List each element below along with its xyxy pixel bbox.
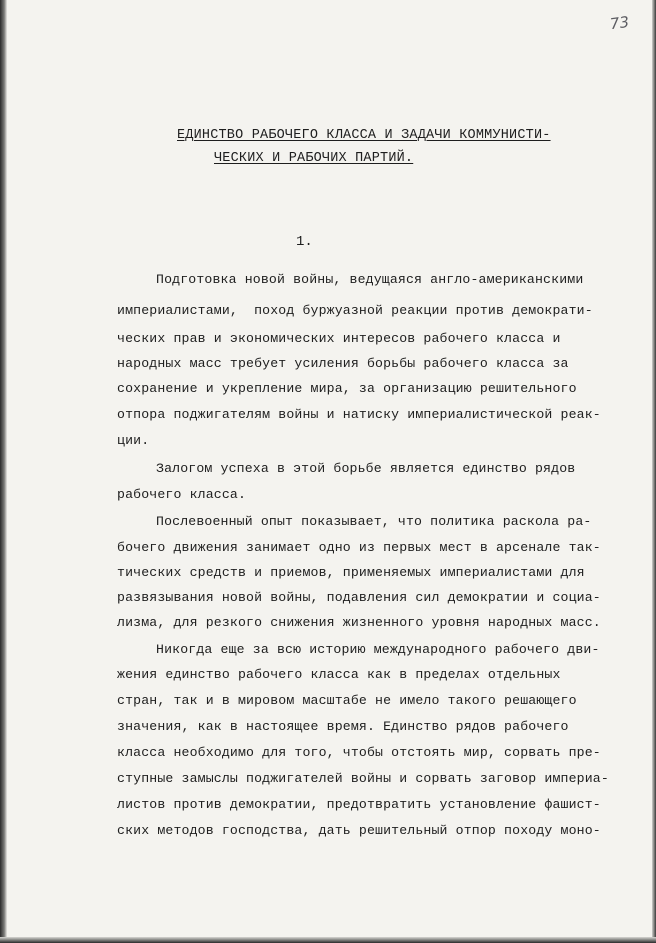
title-line-1: ЕДИНСТВО РАБОЧЕГО КЛАССА И ЗАДАЧИ КОММУНИСТИ- [177, 128, 551, 143]
section-number: 1. [296, 234, 313, 250]
body-line: ческих прав и экономических интересов рабочего класса и [117, 331, 561, 346]
page-number: 73 [608, 12, 631, 34]
body-line: значения, как в настоящее время. Единство рядов рабочего [117, 719, 569, 734]
body-line: листов против демократии, предотвратить установление фашист- [117, 797, 601, 812]
body-line: развязывания новой войны, подавления сил демократии и социа- [117, 590, 601, 605]
body-line: стран, так и в мировом масштабе не имело такого решающего [117, 693, 577, 708]
body-line: народных масс требует усиления борьбы рабочего класса за [117, 356, 569, 371]
body-line: сохранение и укрепление мира, за организацию решительного [117, 381, 577, 396]
body-line: Залогом успеха в этой борьбе является единство рядов [156, 461, 576, 476]
title-line-2: ЧЕСКИХ И РАБОЧИХ ПАРТИЙ. [214, 151, 414, 166]
body-line: ции. [117, 433, 150, 448]
body-line: отпора поджигателям войны и натиску империалистической реак- [117, 407, 601, 422]
body-line: лизма, для резкого снижения жизненного уровня народных масс. [117, 615, 601, 630]
scan-edge-bottom [0, 937, 656, 943]
body-line: Послевоенный опыт показывает, что политика раскола ра- [156, 514, 592, 529]
body-line: бочего движения занимает одно из первых мест в арсенале так- [117, 540, 601, 555]
body-line: Подготовка новой войны, ведущаяся англо-американскими [156, 272, 584, 287]
body-line: жения единство рабочего класса как в пределах отдельных [117, 667, 561, 682]
body-line: класса необходимо для того, чтобы отстоять мир, сорвать пре- [117, 745, 601, 760]
scan-edge-right [652, 0, 656, 943]
body-line: ступные замыслы поджигателей войны и сорвать заговор империа- [117, 771, 609, 786]
body-line: Никогда еще за всю историю международного рабочего дви- [156, 642, 600, 657]
body-line: ских методов господства, дать решительный отпор походу моно- [117, 823, 601, 838]
scan-edge-left [0, 0, 7, 943]
body-line: рабочего класса. [117, 487, 247, 502]
body-line: империалистами, поход буржуазной реакции против демократи- [117, 303, 593, 318]
body-line: тических средств и приемов, применяемых империалистами для [117, 565, 585, 580]
